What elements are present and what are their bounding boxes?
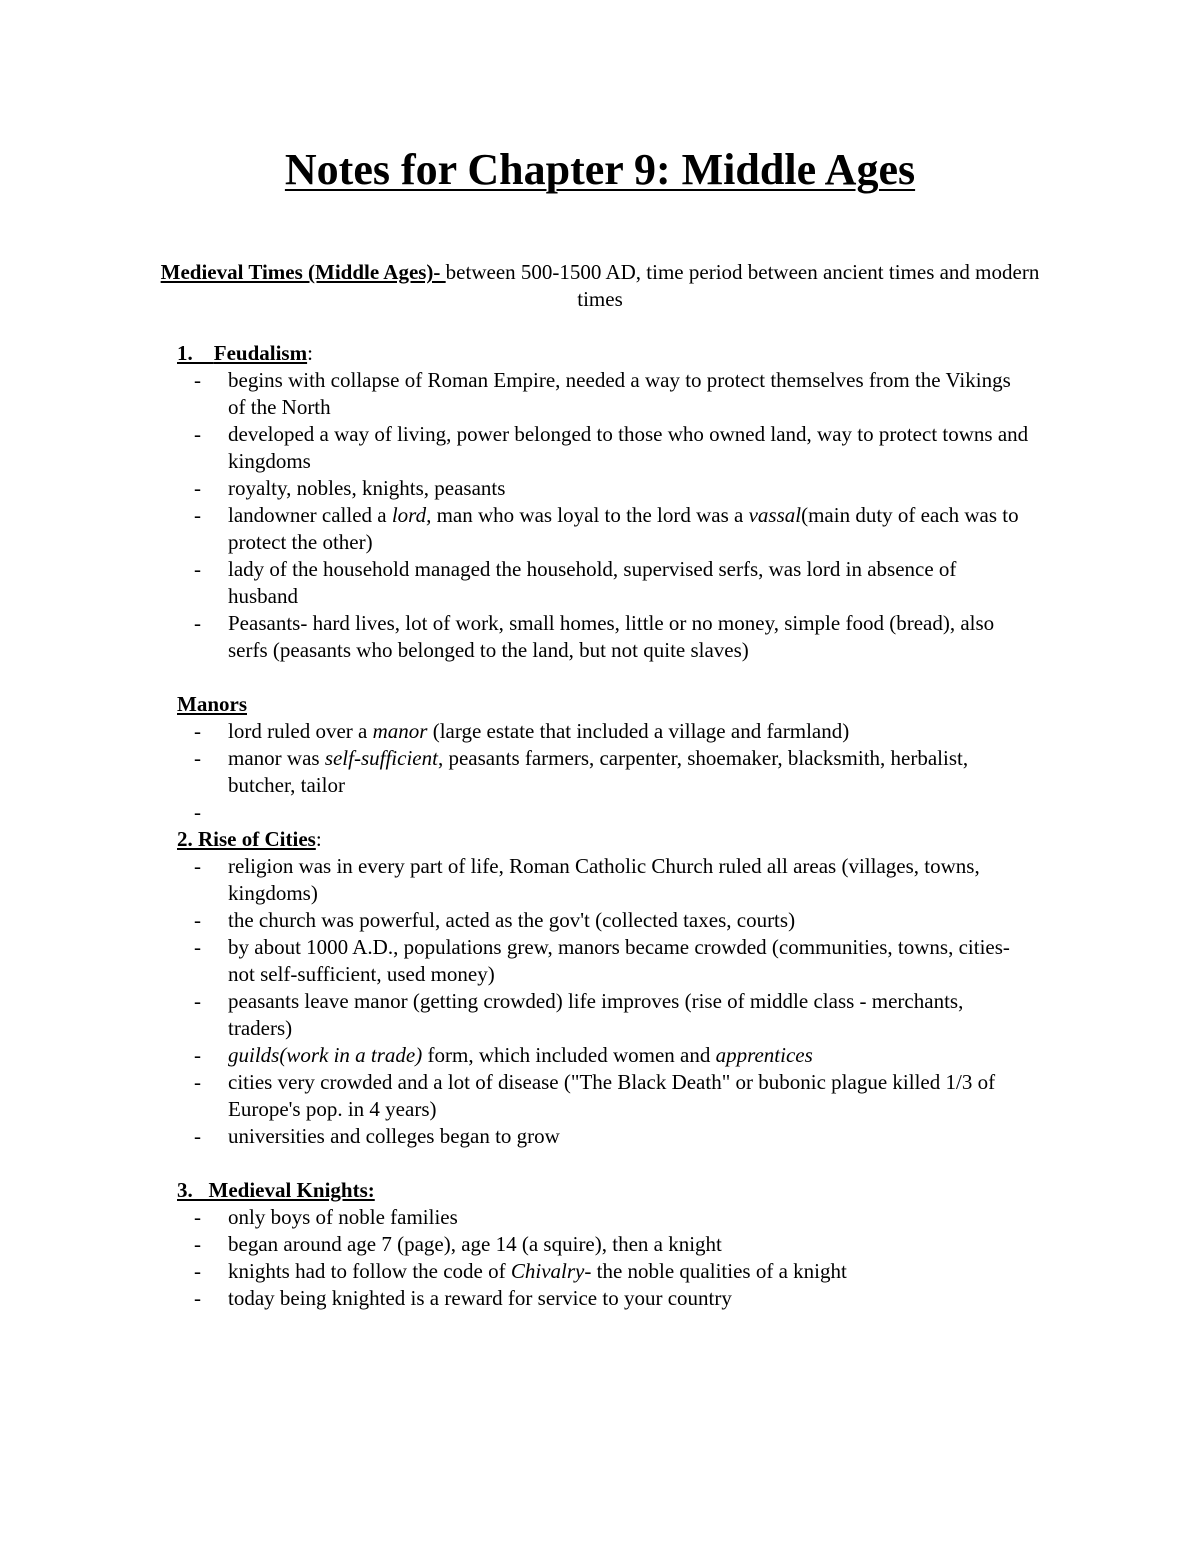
bullet-dash: - (194, 503, 201, 527)
italic-term: vassal (748, 503, 802, 527)
page-title: Notes for Chapter 9: Middle Ages (284, 145, 916, 194)
list-item-text (228, 611, 994, 662)
italic-term: Chivalry (510, 1259, 585, 1283)
section (0, 340, 1200, 664)
section-title: Medieval Knights: (208, 1178, 375, 1202)
section-heading (0, 1177, 1200, 1204)
text-run: form, which included women and (422, 1043, 716, 1067)
section-number: 3. (177, 1178, 209, 1202)
intro-definition (150, 259, 1050, 313)
bullet-dash: - (194, 368, 201, 392)
text-run: developed a way of living, power belonged to those who owned land, way to protect towns and kingdoms (228, 422, 1029, 473)
list-item (0, 934, 1200, 988)
bullet-dash: - (194, 908, 201, 932)
bullet-dash: - (194, 1205, 201, 1229)
list-item (0, 1285, 1200, 1312)
list-item-text (228, 935, 1010, 986)
list-item (0, 1042, 1200, 1069)
list-item-text (228, 989, 963, 1040)
text-run: landowner called a (228, 503, 392, 527)
italic-term: apprentices (715, 1043, 813, 1067)
text-run: lady of the household managed the household, supervised serfs, was lord in absence of husband (228, 557, 957, 608)
italic-term: guilds(work in a trade) (228, 1043, 423, 1067)
section-title: 2. Rise of Cities (177, 827, 316, 851)
bullet-dash: - (194, 854, 201, 878)
list-item-text (228, 908, 795, 932)
list-item-text (228, 1124, 560, 1148)
section-heading-label (177, 341, 307, 365)
section-heading-label (177, 1178, 375, 1202)
text-run: royalty, nobles, knights, peasants (228, 476, 506, 500)
list-item (0, 1258, 1200, 1285)
bullet-dash: - (194, 1043, 201, 1067)
list-item (0, 988, 1200, 1042)
bullet-dash: - (194, 1124, 201, 1148)
text-run: peasants leave manor (getting crowded) life improves (rise of middle class - merchants, traders) (228, 989, 964, 1040)
list-item-text (228, 1070, 995, 1121)
list-item-text (228, 557, 956, 608)
text-run: knights had to follow the code of (228, 1259, 511, 1283)
section-number: 1. (177, 341, 214, 365)
text-run: manor was (228, 746, 325, 770)
section-heading (0, 340, 1200, 367)
list-item (0, 421, 1200, 475)
list-item (0, 502, 1200, 556)
bullet-dash: - (194, 557, 201, 581)
list-item-text (228, 1232, 722, 1256)
text-run: universities and colleges began to grow (228, 1124, 560, 1148)
section-heading-suffix: : (315, 827, 322, 851)
section-heading-label (177, 827, 316, 851)
section-heading-label (177, 692, 247, 716)
text-run: begins with collapse of Roman Empire, needed a way to protect themselves from the Vikings of the North (228, 368, 1011, 419)
text-run: , peasants farmers, carpenter, shoemaker, blacksmith, herbalist, butcher, tailor (228, 746, 969, 797)
text-run: today being knighted is a reward for service to your country (228, 1286, 732, 1310)
list-item-text (228, 1043, 813, 1067)
italic-term: self-sufficient (324, 746, 438, 770)
notes-content (0, 340, 1200, 1312)
section (0, 826, 1200, 1150)
bullet-list (0, 367, 1200, 664)
bullet-dash: - (194, 476, 201, 500)
section-heading (0, 826, 1200, 853)
list-item (0, 367, 1200, 421)
text-run: cities very crowded and a lot of disease ("The Black Death" or bubonic plague killed 1/3 of Europe's pop. in 4 years) (228, 1070, 996, 1121)
italic-term: manor (372, 719, 428, 743)
text-run: lord ruled over a (228, 719, 373, 743)
list-item (0, 556, 1200, 610)
text-run: only boys of noble families (228, 1205, 458, 1229)
text-run: by about 1000 A.D., populations grew, manors became crowded (communities, towns, cities- not self-sufficient, used money) (228, 935, 1010, 986)
bullet-dash: - (194, 611, 201, 635)
list-item (0, 610, 1200, 664)
text-run: Peasants- hard lives, lot of work, small homes, little or no money, simple food (bread), also serfs (peasants who belonged to the land, but not quite slaves) (228, 611, 995, 662)
bullet-list (0, 718, 1200, 826)
list-item (0, 1069, 1200, 1123)
list-item-text (228, 503, 1019, 554)
spacer (0, 664, 1200, 691)
bullet-dash: - (194, 1286, 201, 1310)
intro-term: Medieval Times (Middle Ages)- (160, 260, 446, 284)
section-heading (0, 691, 1200, 718)
section-title: Manors (177, 692, 247, 716)
bullet-dash: - (194, 1259, 201, 1283)
bullet-list (0, 1204, 1200, 1312)
bullet-dash: - (194, 1232, 201, 1256)
list-item (0, 907, 1200, 934)
bullet-dash: - (194, 746, 201, 770)
list-item (0, 1123, 1200, 1150)
list-item (0, 718, 1200, 745)
text-run: - the noble qualities of a knight (584, 1259, 847, 1283)
bullet-dash: - (194, 800, 201, 824)
intro-definition-text: between 500-1500 AD, time period between ancient times and modern times (445, 260, 1040, 311)
text-run: began around age 7 (page), age 14 (a squire), then a knight (228, 1232, 722, 1256)
list-item-text (228, 1205, 458, 1229)
text-run: (main duty of each was to protect the other) (228, 503, 1019, 554)
list-item-text (228, 1286, 732, 1310)
list-item-text (228, 719, 849, 743)
section (0, 691, 1200, 826)
spacer (0, 1150, 1200, 1177)
list-item (0, 799, 1200, 826)
list-item (0, 1204, 1200, 1231)
bullet-dash: - (194, 1070, 201, 1094)
bullet-dash: - (194, 935, 201, 959)
list-item (0, 853, 1200, 907)
list-item-text (228, 422, 1028, 473)
list-item-text (228, 854, 980, 905)
section-title: Feudalism (213, 341, 308, 365)
bullet-dash: - (194, 719, 201, 743)
list-item-text (228, 476, 505, 500)
section-heading-suffix: : (307, 341, 313, 365)
list-item (0, 475, 1200, 502)
text-run: the church was powerful, acted as the gov't (collected taxes, courts) (228, 908, 796, 932)
text-run: man who was loyal to the lord was a (431, 503, 749, 527)
italic-term: lord, (391, 503, 432, 527)
section (0, 1177, 1200, 1312)
list-item (0, 1231, 1200, 1258)
bullet-dash: - (194, 989, 201, 1013)
list-item-text (228, 368, 1011, 419)
bullet-dash: - (194, 422, 201, 446)
list-item-text (228, 800, 233, 824)
bullet-list (0, 853, 1200, 1150)
list-item-text (228, 746, 968, 797)
text-run: (large estate that included a village and farmland) (427, 719, 850, 743)
text-run: religion was in every part of life, Roman Catholic Church ruled all areas (villages, towns, kingdoms) (228, 854, 980, 905)
list-item-text (228, 1259, 847, 1283)
list-item (0, 745, 1200, 799)
